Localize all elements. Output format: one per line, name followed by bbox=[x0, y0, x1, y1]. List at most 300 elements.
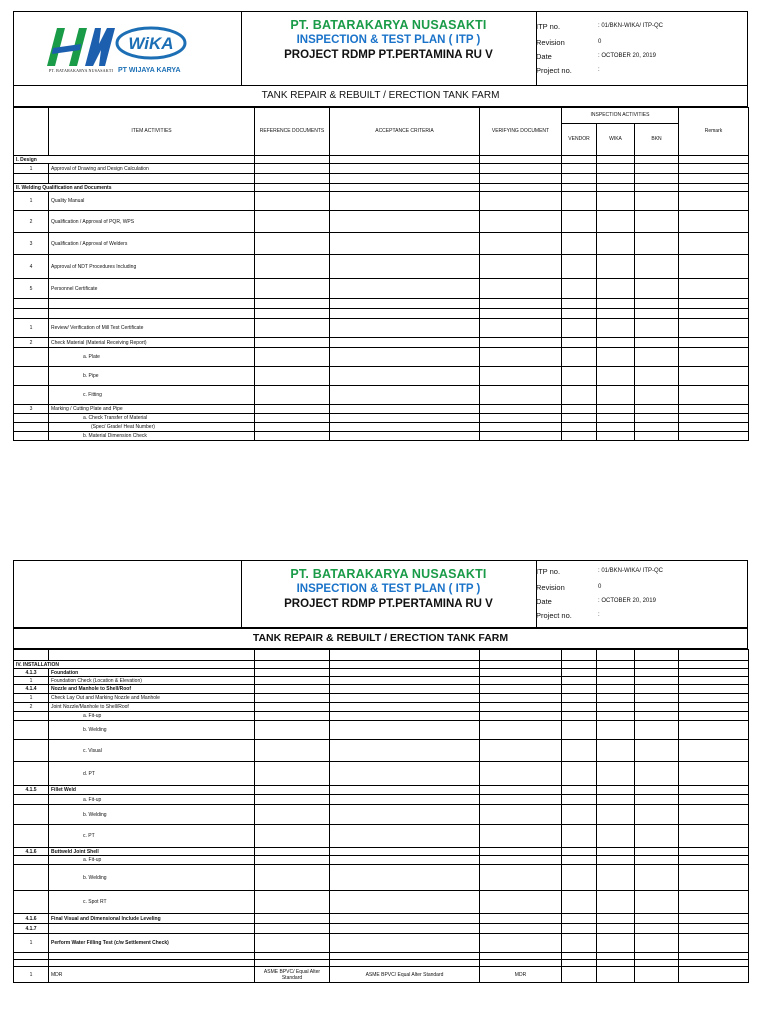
table-row bbox=[14, 414, 749, 423]
wika-cell bbox=[597, 848, 635, 856]
bkn-cell bbox=[635, 856, 679, 865]
vendor-cell bbox=[562, 953, 597, 960]
itp-title: INSPECTION & TEST PLAN ( ITP ) bbox=[296, 34, 481, 46]
table-row bbox=[14, 795, 749, 805]
vendor-cell bbox=[562, 233, 597, 255]
row-number-cell bbox=[14, 795, 49, 805]
reference-cell bbox=[255, 805, 330, 825]
vendor-cell bbox=[562, 184, 597, 192]
acceptance-cell bbox=[330, 338, 480, 348]
vendor-cell bbox=[562, 432, 597, 441]
wika-cell bbox=[597, 156, 635, 164]
company-name: PT. BATARAKARYA NUSASAKTI bbox=[290, 18, 487, 32]
verifying-cell bbox=[480, 805, 562, 825]
wika-cell bbox=[597, 953, 635, 960]
item-activity-cell bbox=[49, 299, 255, 309]
project-title: PROJECT RDMP PT.PERTAMINA RU V bbox=[284, 598, 493, 610]
row-number-cell bbox=[14, 740, 49, 762]
reference-cell bbox=[255, 164, 330, 174]
row-number-cell bbox=[14, 423, 49, 432]
reference-cell bbox=[255, 423, 330, 432]
row-number-cell: 4.1.6 bbox=[14, 848, 49, 856]
reference-cell bbox=[255, 694, 330, 703]
table-row bbox=[14, 192, 749, 211]
reference-cell bbox=[255, 319, 330, 338]
document-header bbox=[13, 560, 748, 629]
item-activity-cell: c. Fitting bbox=[49, 386, 255, 405]
reference-cell bbox=[255, 865, 330, 891]
acceptance-cell bbox=[330, 786, 480, 795]
table-row bbox=[14, 211, 749, 233]
item-activity-cell: Foundation bbox=[49, 669, 255, 677]
row-number-cell bbox=[14, 367, 49, 386]
vendor-cell bbox=[562, 677, 597, 685]
acceptance-cell bbox=[330, 174, 480, 184]
verifying-cell bbox=[480, 762, 562, 786]
table-row bbox=[14, 703, 749, 712]
reference-cell bbox=[255, 891, 330, 914]
reference-cell bbox=[255, 192, 330, 211]
acceptance-cell bbox=[330, 677, 480, 685]
item-activity-cell: a. Fit-up bbox=[49, 856, 255, 865]
bkn-cell bbox=[635, 423, 679, 432]
verifying-cell bbox=[480, 740, 562, 762]
item-activity-cell: a. Check Transfer of Material bbox=[49, 414, 255, 423]
acceptance-cell bbox=[330, 164, 480, 174]
row-number-cell bbox=[14, 721, 49, 740]
vendor-cell bbox=[562, 924, 597, 934]
table-row bbox=[14, 669, 749, 677]
item-activity-cell: Approval of Drawing and Design Calculation bbox=[49, 164, 255, 174]
bkn-cell bbox=[635, 786, 679, 795]
table-row bbox=[14, 960, 749, 967]
col-item-activities: ITEM ACTIVITIES bbox=[49, 108, 255, 156]
item-activity-cell: Joint Nozzle/Manhole to Shell/Roof bbox=[49, 703, 255, 712]
column-header-row bbox=[14, 108, 749, 124]
table-row bbox=[14, 924, 749, 934]
verifying-cell bbox=[480, 211, 562, 233]
itp-sheet-1 bbox=[13, 11, 748, 441]
acceptance-cell bbox=[330, 432, 480, 441]
table-row bbox=[14, 386, 749, 405]
item-activity-cell: Foundation Check (Location & Elevation) bbox=[49, 677, 255, 685]
wika-cell bbox=[597, 856, 635, 865]
remark-cell bbox=[679, 414, 749, 423]
verifying-cell bbox=[480, 156, 562, 164]
vendor-cell bbox=[562, 967, 597, 983]
item-activity-cell: b. Material Dimension Check bbox=[49, 432, 255, 441]
row-number-cell bbox=[14, 650, 49, 661]
acceptance-cell bbox=[330, 891, 480, 914]
remark-cell bbox=[679, 338, 749, 348]
acceptance-cell bbox=[330, 762, 480, 786]
item-activity-cell: d. PT bbox=[49, 762, 255, 786]
vendor-cell bbox=[562, 255, 597, 279]
row-number-cell: 4.1.4 bbox=[14, 685, 49, 694]
row-number-cell bbox=[14, 712, 49, 721]
vendor-cell bbox=[562, 934, 597, 953]
item-activity-cell: (Spec/ Grade/ Heat Number) bbox=[49, 423, 255, 432]
item-activity-cell: Marking / Cutting Plate and Pipe bbox=[49, 405, 255, 414]
verifying-cell bbox=[480, 279, 562, 299]
verifying-cell bbox=[480, 423, 562, 432]
remark-cell bbox=[679, 661, 749, 669]
row-number-cell: 1 bbox=[14, 677, 49, 685]
itp-title: INSPECTION & TEST PLAN ( ITP ) bbox=[296, 583, 481, 595]
row-number-cell: II. Welding Qualification and Documents bbox=[14, 184, 49, 192]
item-activity-cell bbox=[49, 174, 255, 184]
table-row bbox=[14, 712, 749, 721]
row-number-cell: 2 bbox=[14, 211, 49, 233]
reference-cell bbox=[255, 174, 330, 184]
bkn-cell bbox=[635, 174, 679, 184]
verifying-cell bbox=[480, 891, 562, 914]
vendor-cell bbox=[562, 279, 597, 299]
table-row bbox=[14, 914, 749, 924]
acceptance-cell bbox=[330, 953, 480, 960]
col-wika: WIKA bbox=[597, 124, 635, 156]
vendor-cell bbox=[562, 192, 597, 211]
row-number-cell: 2 bbox=[14, 338, 49, 348]
remark-cell bbox=[679, 319, 749, 338]
remark-cell bbox=[679, 309, 749, 319]
bkn-cell bbox=[635, 309, 679, 319]
reference-cell bbox=[255, 669, 330, 677]
row-number-cell bbox=[14, 299, 49, 309]
verifying-cell bbox=[480, 233, 562, 255]
acceptance-cell bbox=[330, 184, 480, 192]
acceptance-cell bbox=[330, 423, 480, 432]
reference-cell bbox=[255, 848, 330, 856]
itp-sheet-2 bbox=[13, 560, 748, 983]
table-row bbox=[14, 423, 749, 432]
acceptance-cell bbox=[330, 367, 480, 386]
item-activity-cell: b. Welding bbox=[49, 865, 255, 891]
bkn-cell bbox=[635, 184, 679, 192]
row-number-cell: 1 bbox=[14, 164, 49, 174]
wika-cell bbox=[597, 164, 635, 174]
table-row bbox=[14, 865, 749, 891]
remark-cell bbox=[679, 192, 749, 211]
reference-cell bbox=[255, 953, 330, 960]
remark-cell bbox=[679, 891, 749, 914]
vendor-cell bbox=[562, 405, 597, 414]
verifying-cell bbox=[480, 694, 562, 703]
verifying-cell bbox=[480, 338, 562, 348]
table-row bbox=[14, 184, 749, 192]
vendor-cell bbox=[562, 423, 597, 432]
table-row bbox=[14, 156, 749, 164]
verifying-cell bbox=[480, 405, 562, 414]
verifying-cell bbox=[480, 712, 562, 721]
wika-cell bbox=[597, 279, 635, 299]
bkn-cell bbox=[635, 432, 679, 441]
date-label: Date bbox=[536, 597, 552, 606]
row-number-cell: 1 bbox=[14, 319, 49, 338]
verifying-cell bbox=[480, 685, 562, 694]
bkn-cell bbox=[635, 156, 679, 164]
row-number-cell: 4.1.6 bbox=[14, 914, 49, 924]
verifying-cell bbox=[480, 703, 562, 712]
row-number-cell bbox=[14, 762, 49, 786]
bkn-cell bbox=[635, 192, 679, 211]
remark-cell bbox=[679, 650, 749, 661]
item-activity-cell: Approval of NDT Procedures Including bbox=[49, 255, 255, 279]
wika-cell bbox=[597, 960, 635, 967]
row-number-cell: 1 bbox=[14, 934, 49, 953]
verifying-cell bbox=[480, 650, 562, 661]
project-no-label: Project no. bbox=[536, 66, 572, 75]
col-remark: Remark bbox=[679, 108, 749, 156]
vendor-cell bbox=[562, 740, 597, 762]
remark-cell bbox=[679, 856, 749, 865]
remark-cell bbox=[679, 825, 749, 848]
reference-cell bbox=[255, 432, 330, 441]
wika-cell bbox=[597, 367, 635, 386]
remark-cell bbox=[679, 677, 749, 685]
wika-cell bbox=[597, 825, 635, 848]
bkn-cell bbox=[635, 694, 679, 703]
date-label: Date bbox=[536, 52, 552, 61]
row-number-cell: 1 bbox=[14, 967, 49, 983]
remark-cell bbox=[679, 953, 749, 960]
row-number-cell bbox=[14, 309, 49, 319]
verifying-cell bbox=[480, 795, 562, 805]
reference-cell bbox=[255, 309, 330, 319]
table-row bbox=[14, 740, 749, 762]
remark-cell bbox=[679, 405, 749, 414]
row-number-cell: 5 bbox=[14, 279, 49, 299]
acceptance-cell bbox=[330, 934, 480, 953]
verifying-cell bbox=[480, 192, 562, 211]
vendor-cell bbox=[562, 786, 597, 795]
reference-cell bbox=[255, 712, 330, 721]
bkn-cell bbox=[635, 414, 679, 423]
verifying-cell bbox=[480, 677, 562, 685]
vendor-cell bbox=[562, 865, 597, 891]
acceptance-cell bbox=[330, 669, 480, 677]
reference-cell bbox=[255, 856, 330, 865]
remark-cell bbox=[679, 211, 749, 233]
project-no-value: : bbox=[598, 67, 600, 73]
vendor-cell bbox=[562, 414, 597, 423]
item-activity-cell: Qualification / Approval of PQR, WPS bbox=[49, 211, 255, 233]
remark-cell bbox=[679, 367, 749, 386]
wika-logo-caption: PT WIJAYA KARYA bbox=[118, 67, 181, 74]
itp-no-label: ITP no. bbox=[536, 22, 561, 31]
row-number-cell bbox=[14, 414, 49, 423]
wika-cell bbox=[597, 967, 635, 983]
reference-cell: ASME BPVC/ Equal Alter Standard bbox=[255, 967, 330, 983]
item-activity-cell: Review/ Verification of Mill Test Certificate bbox=[49, 319, 255, 338]
wika-cell bbox=[597, 423, 635, 432]
item-activity-cell: Qualification / Approval of Welders bbox=[49, 233, 255, 255]
row-number-cell: 4.1.3 bbox=[14, 669, 49, 677]
acceptance-cell bbox=[330, 156, 480, 164]
vendor-cell bbox=[562, 386, 597, 405]
wika-cell bbox=[597, 677, 635, 685]
wika-cell bbox=[597, 192, 635, 211]
itp-no-value: : 01/BKN-WIKA/ ITP-QC bbox=[598, 568, 664, 574]
vendor-cell bbox=[562, 685, 597, 694]
wika-cell bbox=[597, 786, 635, 795]
title-area bbox=[241, 12, 537, 85]
vendor-cell bbox=[562, 721, 597, 740]
row-number-cell bbox=[14, 174, 49, 184]
acceptance-cell bbox=[330, 740, 480, 762]
wika-cell bbox=[597, 694, 635, 703]
title-area bbox=[241, 561, 537, 628]
bkn-cell bbox=[635, 669, 679, 677]
col-reference-documents: REFERENCE DOCUMENTS bbox=[255, 108, 330, 156]
remark-cell bbox=[679, 184, 749, 192]
acceptance-cell: ASME BPVC/ Equal Alter Standard bbox=[330, 967, 480, 983]
item-activity-cell: a. Fit-up bbox=[49, 712, 255, 721]
bkn-cell bbox=[635, 712, 679, 721]
bkn-cell bbox=[635, 934, 679, 953]
bkn-cell bbox=[635, 319, 679, 338]
acceptance-cell bbox=[330, 386, 480, 405]
itp-table bbox=[13, 107, 749, 441]
row-number-cell: 3 bbox=[14, 233, 49, 255]
reference-cell bbox=[255, 299, 330, 309]
remark-cell bbox=[679, 164, 749, 174]
table-row bbox=[14, 677, 749, 685]
reference-cell bbox=[255, 367, 330, 386]
remark-cell bbox=[679, 967, 749, 983]
wika-cell bbox=[597, 414, 635, 423]
itp-no-label: ITP no. bbox=[536, 567, 561, 576]
remark-cell bbox=[679, 795, 749, 805]
table-row bbox=[14, 694, 749, 703]
vendor-cell bbox=[562, 319, 597, 338]
reference-cell bbox=[255, 156, 330, 164]
vendor-cell bbox=[562, 348, 597, 367]
verifying-cell bbox=[480, 348, 562, 367]
remark-cell bbox=[679, 299, 749, 309]
acceptance-cell bbox=[330, 805, 480, 825]
verifying-cell bbox=[480, 721, 562, 740]
vendor-cell bbox=[562, 914, 597, 924]
row-number-cell: IV. INSTALLATION bbox=[14, 661, 49, 669]
wika-cell bbox=[597, 405, 635, 414]
row-number-cell bbox=[14, 805, 49, 825]
bkn-cell bbox=[635, 386, 679, 405]
reference-cell bbox=[255, 279, 330, 299]
table-row bbox=[14, 953, 749, 960]
bkn-cell bbox=[635, 233, 679, 255]
col-verifying-document: VERIFYING DOCUMENT bbox=[480, 108, 562, 156]
item-activity-cell: c. PT bbox=[49, 825, 255, 848]
verifying-cell bbox=[480, 669, 562, 677]
project-title: PROJECT RDMP PT.PERTAMINA RU V bbox=[284, 49, 493, 61]
bkn-cell bbox=[635, 338, 679, 348]
item-activity-cell: b. Welding bbox=[49, 721, 255, 740]
vendor-cell bbox=[562, 825, 597, 848]
bkn-cell bbox=[635, 685, 679, 694]
acceptance-cell bbox=[330, 233, 480, 255]
acceptance-cell bbox=[330, 914, 480, 924]
acceptance-cell bbox=[330, 405, 480, 414]
reference-cell bbox=[255, 650, 330, 661]
reference-cell bbox=[255, 934, 330, 953]
project-no-label: Project no. bbox=[536, 611, 572, 620]
bkn-cell bbox=[635, 721, 679, 740]
vendor-cell bbox=[562, 703, 597, 712]
vendor-cell bbox=[562, 174, 597, 184]
reference-cell bbox=[255, 386, 330, 405]
verifying-cell bbox=[480, 786, 562, 795]
wika-logo-text: WiKA bbox=[128, 34, 174, 53]
reference-cell bbox=[255, 924, 330, 934]
remark-cell bbox=[679, 279, 749, 299]
table-row bbox=[14, 348, 749, 367]
acceptance-cell bbox=[330, 960, 480, 967]
wika-cell bbox=[597, 338, 635, 348]
item-activity-cell bbox=[49, 960, 255, 967]
table-row bbox=[14, 661, 749, 669]
hn-logo-icon bbox=[41, 24, 121, 74]
vendor-cell bbox=[562, 367, 597, 386]
reference-cell bbox=[255, 786, 330, 795]
table-row bbox=[14, 967, 749, 983]
remark-cell bbox=[679, 669, 749, 677]
acceptance-cell bbox=[330, 848, 480, 856]
remark-cell bbox=[679, 848, 749, 856]
vendor-cell bbox=[562, 848, 597, 856]
acceptance-cell bbox=[330, 309, 480, 319]
remark-cell bbox=[679, 786, 749, 795]
logo-area bbox=[14, 561, 242, 628]
row-number-cell bbox=[14, 386, 49, 405]
verifying-cell: MDR bbox=[480, 967, 562, 983]
bkn-cell bbox=[635, 891, 679, 914]
bkn-cell bbox=[635, 650, 679, 661]
document-header bbox=[13, 11, 748, 86]
row-number-cell: I. Design bbox=[14, 156, 49, 164]
remark-cell bbox=[679, 685, 749, 694]
verifying-cell bbox=[480, 953, 562, 960]
verifying-cell bbox=[480, 255, 562, 279]
acceptance-cell bbox=[330, 661, 480, 669]
wika-cell bbox=[597, 914, 635, 924]
row-number-cell: 3 bbox=[14, 405, 49, 414]
bkn-cell bbox=[635, 677, 679, 685]
table-row bbox=[14, 805, 749, 825]
wika-cell bbox=[597, 309, 635, 319]
remark-cell bbox=[679, 694, 749, 703]
reference-cell bbox=[255, 233, 330, 255]
wika-cell bbox=[597, 255, 635, 279]
col-inspection-activities: INSPECTION ACTIVITIES bbox=[562, 108, 679, 124]
reference-cell bbox=[255, 960, 330, 967]
acceptance-cell bbox=[330, 825, 480, 848]
date-value: : OCTOBER 20, 2019 bbox=[598, 598, 656, 604]
wika-cell bbox=[597, 650, 635, 661]
verifying-cell bbox=[480, 856, 562, 865]
reference-cell bbox=[255, 211, 330, 233]
table-row bbox=[14, 299, 749, 309]
remark-cell bbox=[679, 924, 749, 934]
row-number-cell: 4.1.5 bbox=[14, 786, 49, 795]
wika-cell bbox=[597, 703, 635, 712]
item-activity-cell bbox=[49, 953, 255, 960]
item-activity-cell bbox=[49, 156, 255, 164]
bkn-cell bbox=[635, 762, 679, 786]
row-number-cell bbox=[14, 953, 49, 960]
bkn-cell bbox=[635, 661, 679, 669]
acceptance-cell bbox=[330, 721, 480, 740]
